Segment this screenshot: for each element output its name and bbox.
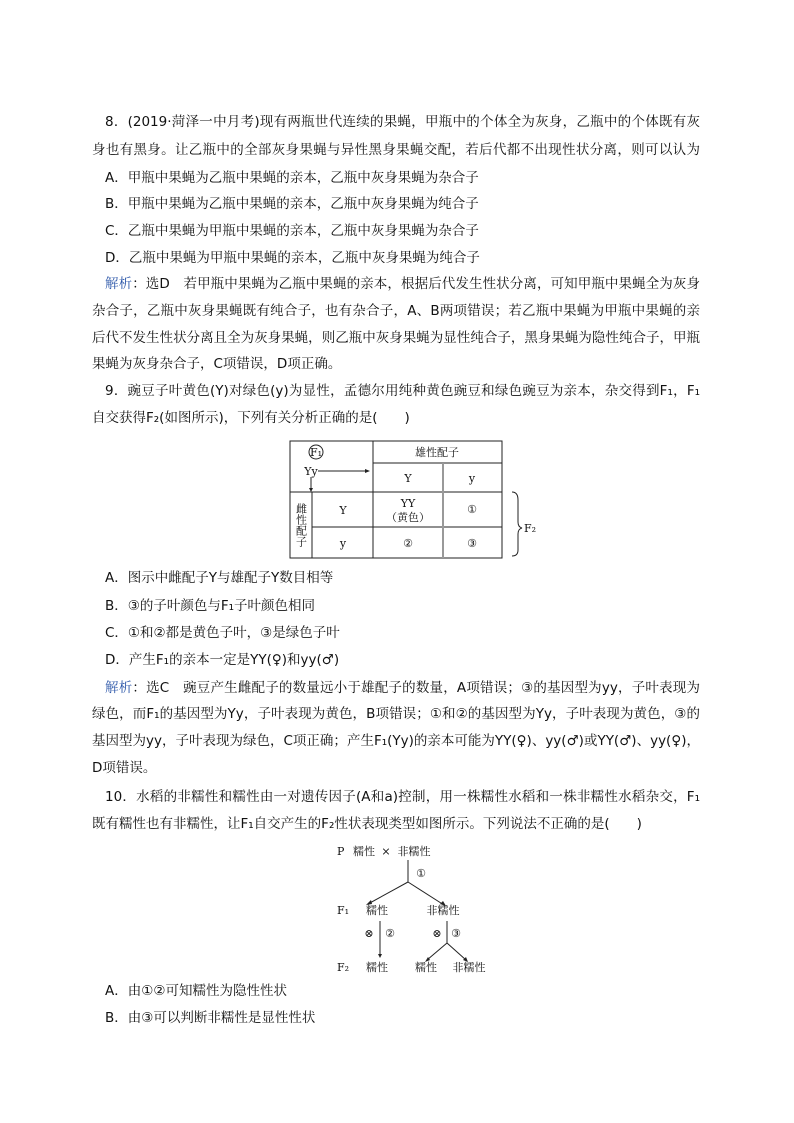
q9-option-d: D．产生F₁的亲本一定是YY(♀)和yy(♂) <box>105 652 340 668</box>
p-right: 非糯性 <box>397 845 431 858</box>
cross-symbol: × <box>381 845 391 858</box>
cell-note: （黄色） <box>386 511 430 524</box>
q9-option-c: C．①和②都是黄色子叶，③是绿色子叶 <box>105 625 340 641</box>
male-col-y-recessive: y <box>468 472 476 485</box>
q9-analysis-line: 基因型为yy，子叶表现为绿色，C项正确；产生F₁(Yy)的亲本可能为YY(♀)、yy(♂)或YY(♂)、yy(♀)， <box>92 733 700 749</box>
f2-b: 糯性 <box>415 961 437 974</box>
q8-stem-line: 身也有黑身。让乙瓶中的全部灰身果蝇与异性黑身果蝇交配，若后代都不出现性状分离，则可以认为 <box>92 142 700 158</box>
selfing-icon: ⊗ <box>432 927 442 940</box>
q9-stem-line: 9．豌豆子叶黄色(Y)对绿色(y)为显性，孟德尔用纯种黄色豌豆和绿色豌豆为亲本，杂交得到F₁，F₁ <box>105 383 700 399</box>
q9-analysis-line: D项错误。 <box>92 760 157 776</box>
cell-1: ① <box>467 503 477 516</box>
q8-option-c: C．乙瓶中果蝇为甲瓶中果蝇的亲本，乙瓶中灰身果蝇为杂合子 <box>105 223 479 239</box>
female-gamete-header: 雌性配子 <box>294 503 308 547</box>
analysis-text: ：选C 豌豆产生雌配子的数量远小于雄配子的数量，A项错误；③的基因型为yy，子叶表现为 <box>132 680 700 696</box>
f1-right: 非糯性 <box>426 904 460 917</box>
step-2: ② <box>385 927 395 940</box>
q9-stem-line: 自交获得F₂(如图所示)，下列有关分析正确的是( ) <box>92 410 410 426</box>
selfing-icon: ⊗ <box>364 927 374 940</box>
q8-analysis-line: 杂合子，乙瓶中灰身果蝇既有纯合子，也有杂合子，A、B两项错误；若乙瓶中果蝇为甲瓶中果蝇的亲 <box>92 303 700 319</box>
cell-yy: YY <box>400 497 416 510</box>
cell-2: ② <box>403 537 413 550</box>
p-left: 糯性 <box>353 845 375 858</box>
male-col-y-dominant: Y <box>404 472 412 485</box>
cell-3: ③ <box>467 537 477 550</box>
q8-option-d: D．乙瓶中果蝇为甲瓶中果蝇的亲本，乙瓶中灰身果蝇为纯合子 <box>105 250 480 266</box>
q9-analysis-line <box>105 678 700 698</box>
female-row-y-recessive: y <box>339 537 347 550</box>
q8-stem-line: 8．(2019·菏泽一中月考)现有两瓶世代连续的果蝇，甲瓶中的个体全为灰身，乙瓶中的个体既有灰 <box>105 114 700 130</box>
step-3: ③ <box>451 927 461 940</box>
gen-f2: F₂ <box>337 961 350 974</box>
analysis-label: 解析 <box>105 276 133 292</box>
f2-c: 非糯性 <box>452 961 486 974</box>
q8-analysis-line: 后代不发生性状分离且全为灰身果蝇，则乙瓶中灰身果蝇为显性纯合子，黑身果蝇为隐性纯合子，甲瓶 <box>92 330 700 346</box>
f2-label: F₂ <box>524 522 537 535</box>
female-row-y-dominant: Y <box>339 504 347 517</box>
q8-option-b: B．甲瓶中果蝇为乙瓶中果蝇的亲本，乙瓶中灰身果蝇为纯合子 <box>105 196 479 212</box>
q8-option-a: A．甲瓶中果蝇为乙瓶中果蝇的亲本，乙瓶中灰身果蝇为杂合子 <box>105 170 479 186</box>
f2-a: 糯性 <box>366 961 388 974</box>
f1-left: 糯性 <box>366 904 388 917</box>
gen-f1: F₁ <box>337 904 350 917</box>
q9-option-a: A．图示中雌配子Y与雄配子Y数目相等 <box>105 570 334 586</box>
q9-option-b: B．③的子叶颜色与F₁子叶颜色相同 <box>105 598 316 614</box>
analysis-label: 解析 <box>105 680 133 696</box>
q10-stem-line: 既有糯性也有非糯性，让F₁自交产生的F₂性状表现类型如图所示。下列说法不正确的是( ) <box>92 816 642 832</box>
analysis-text: ：选D 若甲瓶中果蝇为乙瓶中果蝇的亲本，根据后代发生性状分离，可知甲瓶中果蝇全为灰身 <box>132 276 700 292</box>
q8-analysis-line: 果蝇为灰身杂合子，C项错误，D项正确。 <box>92 356 342 372</box>
q9-analysis-line: 绿色，而F₁的基因型为Yy，子叶表现为黄色，B项错误；①和②的基因型为Yy，子叶表现为黄色，③的 <box>92 706 700 722</box>
f1-label: F₁ <box>309 446 323 459</box>
q10-option-b: B．由③可以判断非糯性是显性性状 <box>105 1010 316 1026</box>
q10-stem-line: 10．水稻的非糯性和糯性由一对遗传因子(A和a)控制，用一株糯性水稻和一株非糯性水稻杂交，F₁ <box>105 789 700 805</box>
gen-p: P <box>337 845 345 858</box>
q10-option-a: A．由①②可知糯性为隐性性状 <box>105 983 287 999</box>
f1-genotype: Yy <box>304 465 318 478</box>
male-gamete-header: 雄性配子 <box>415 446 459 459</box>
step-1: ① <box>416 867 426 880</box>
